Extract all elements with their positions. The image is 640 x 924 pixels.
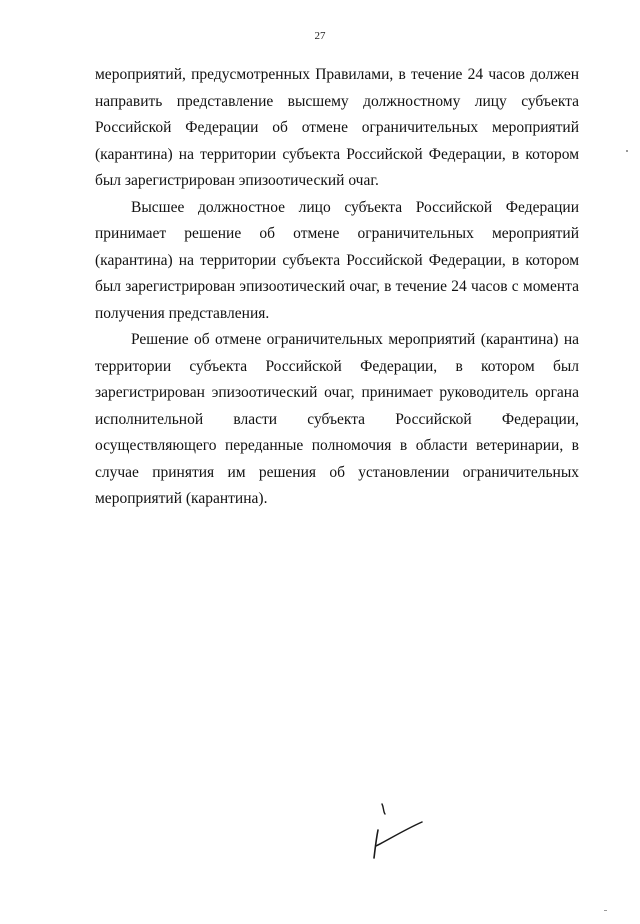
page-number: 27	[314, 30, 326, 42]
paragraph-governor-decision: Высшее должностное лицо субъекта Российской Федерации принимает решение об отмене ограничительных мероприятий (карантина) на территории субъекта Российской Федерации, в котором был зарегистрирован эпизоотический очаг, в течение 24 часов с момента получения представления.	[95, 198, 579, 322]
scan-speck	[626, 150, 628, 152]
paragraph-authority-decision: Решение об отмене ограничительных мероприятий (карантина) на территории субъекта Российской Федерации, в котором был зарегистрирован эпизоотический очаг, принимает руководитель органа исполнительной власти субъекта Российской Федерации, осуществляющего переданные полномочия в области ветеринарии, в случае принятия им решения об установлении ограничительных мероприятий (карантина).	[95, 331, 579, 507]
scan-speck	[604, 910, 607, 911]
paragraph-continuation: мероприятий, предусмотренных Правилами, в течение 24 часов должен направить представление высшему должностному лицу субъекта Российской Федерации об отмене ограничительных мероприятий (карантина) на территории субъекта Российской Федерации, в котором был зарегистрирован эпизоотический очаг.	[95, 66, 579, 189]
document-body	[95, 62, 579, 513]
handwritten-signature	[364, 800, 428, 864]
